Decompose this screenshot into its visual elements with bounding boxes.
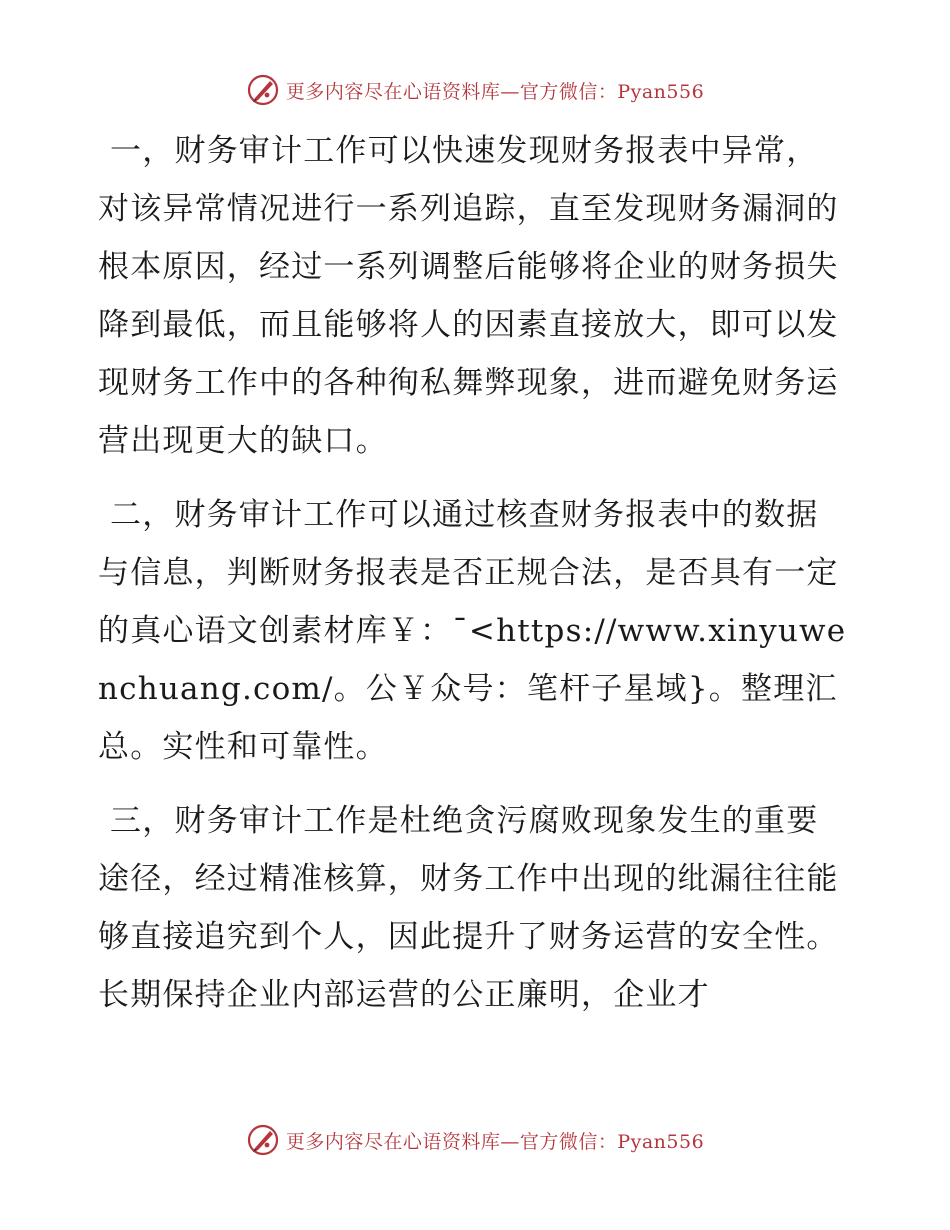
paragraph-3: 三，财务审计工作是杜绝贪污腐败现象发生的重要途径，经过精准核算，财务工作中出现的纰漏往往能够直接追究到个人，因此提升了财务运营的安全性。长期保持企业内部运营的公正廉明，企业才	[98, 803, 839, 1013]
quill-pen-seal-icon	[246, 1123, 280, 1157]
header-banner	[0, 70, 950, 110]
header-banner-text: 更多内容尽在心语资料库—官方微信：Pyan556	[285, 80, 705, 103]
footer-banner-text: 更多内容尽在心语资料库—官方微信：Pyan556	[285, 1130, 705, 1153]
paragraph-2: 二，财务审计工作可以通过核查财务报表中的数据与信息，判断财务报表是否正规合法，是否具有一定的真心语文创素材库￥：¯<https://www.xinyuwenchuang.com/。公￥众号：笔杆子星域}。整理汇总。实性和可靠性。	[98, 497, 847, 765]
quill-pen-seal-icon	[246, 73, 280, 107]
footer-banner	[0, 1120, 950, 1160]
document-body	[98, 122, 850, 1040]
paragraph-1: 一，财务审计工作可以快速发现财务报表中异常，对该异常情况进行一系列追踪，直至发现财务漏洞的根本原因，经过一系列调整后能够将企业的财务损失降到最低，而且能够将人的因素直接放大，即可以发现财务工作中的各种徇私舞弊现象，进而避免财务运营出现更大的缺口。	[98, 133, 839, 459]
